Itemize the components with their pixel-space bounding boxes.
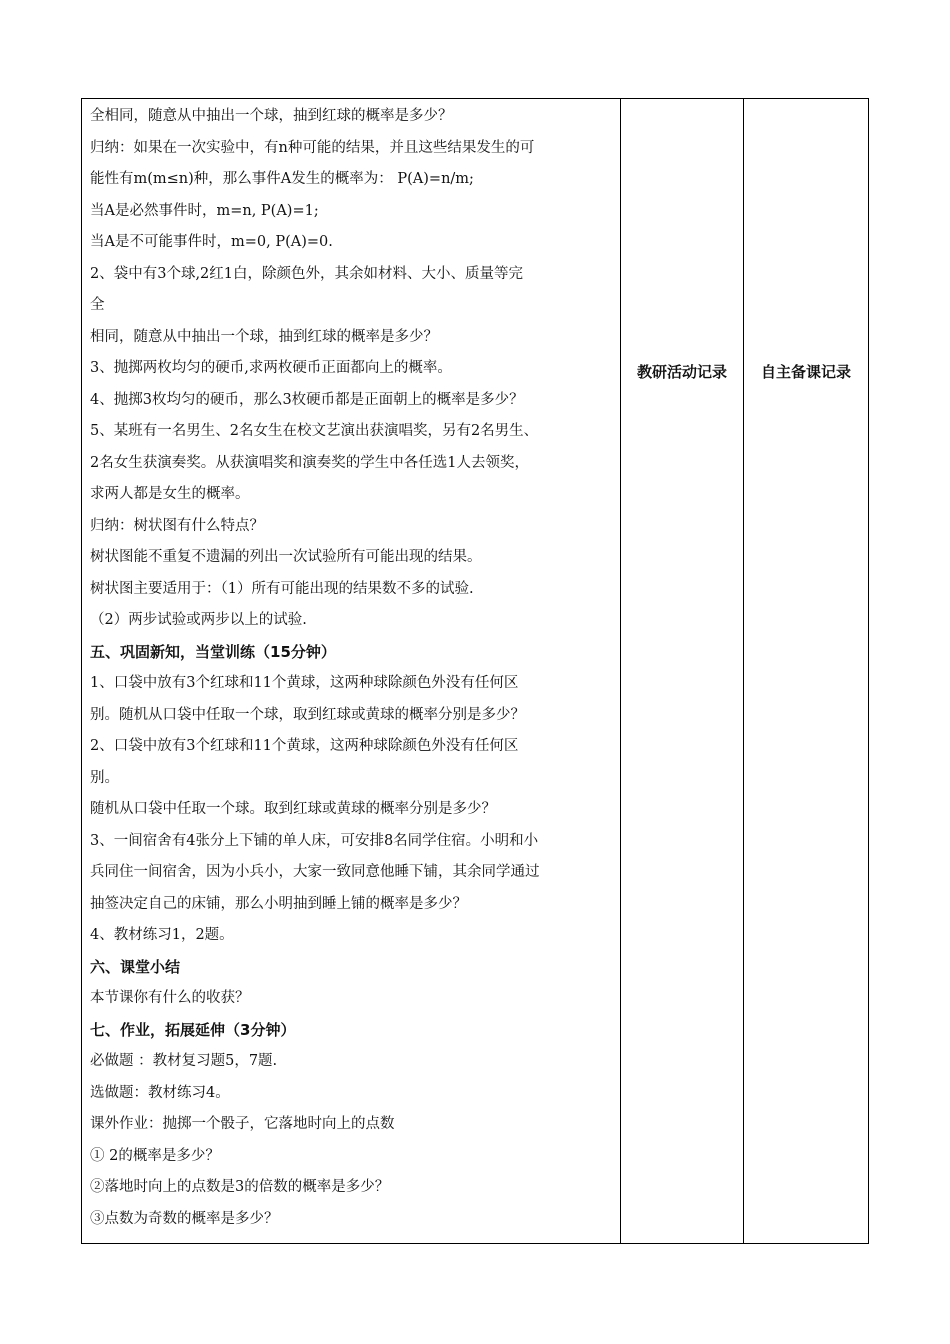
self-prep-record-column — [744, 99, 868, 1243]
content-line: 全相同，随意从中抽出一个球，抽到红球的概率是多少？ — [90, 108, 453, 124]
research-record-column — [621, 99, 744, 1243]
content-line: ① 2的概率是多少？ — [90, 1147, 220, 1164]
lesson-content-column — [82, 99, 621, 1243]
content-line: 课外作业：抛掷一个骰子，它落地时向上的点数 — [90, 1116, 395, 1132]
content-line: 本节课你有什么的收获？ — [90, 990, 250, 1006]
section-heading: 七、作业，拓展延伸（3分钟） — [90, 1020, 296, 1039]
content-line: 归纳：如果在一次实验中，有n种可能的结果，并且这些结果发生的可 — [90, 139, 535, 156]
lesson-table — [81, 98, 869, 1244]
content-line: 能性有m(m≤n)种，那么事件A发生的概率为： P(A)=n/m; — [90, 171, 474, 187]
research-record-header: 教研活动记录 — [636, 363, 727, 381]
content-line: 1、口袋中放有3个红球和11个黄球，这两种球除颜色外没有任何区 — [90, 675, 519, 691]
content-line: 随机从口袋中任取一个球。取到红球或黄球的概率分别是多少？ — [90, 801, 496, 817]
content-line: ②落地时向上的点数是3的倍数的概率是多少？ — [90, 1179, 390, 1195]
content-line: （2）两步试验或两步以上的试验. — [90, 612, 307, 628]
section-heading: 六、课堂小结 — [90, 957, 181, 976]
content-line: 树状图主要适用于：（1）所有可能出现的结果数不多的试验. — [90, 580, 474, 597]
content-line: 别。 — [90, 769, 119, 786]
content-line: 相同，随意从中抽出一个球，抽到红球的概率是多少？ — [90, 328, 438, 345]
content-line: 4、抛掷3枚均匀的硬币，那么3枚硬币都是正面朝上的概率是多少？ — [90, 391, 524, 408]
content-line: 归纳：树状图有什么特点？ — [90, 517, 264, 534]
content-line: 2名女生获演奏奖。从获演唱奖和演奏奖的学生中各任选1人去领奖， — [90, 454, 529, 471]
content-line: 当A是不可能事件时，m=0, P(A)=0. — [90, 234, 333, 250]
section-heading: 五、巩固新知，当堂训练（15分钟） — [90, 642, 336, 661]
content-line: 4、教材练习1，2题。 — [90, 927, 234, 943]
content-line: 当A是必然事件时，m=n, P(A)=1; — [90, 202, 319, 219]
content-line: 必做题 ：教材复习题5，7题. — [90, 1053, 278, 1069]
content-line: 选做题：教材练习4。 — [90, 1084, 230, 1101]
self-prep-record-header: 自主备课记录 — [760, 363, 851, 381]
content-line: ③点数为奇数的概率是多少？ — [90, 1210, 279, 1227]
content-line: 全 — [90, 297, 105, 313]
content-line: 兵同住一间宿舍，因为小兵小，大家一致同意他睡下铺，其余同学通过 — [90, 864, 540, 880]
content-line: 别。随机从口袋中任取一个球，取到红球或黄球的概率分别是多少？ — [90, 706, 525, 723]
content-line: 3、一间宿舍有4张分上下铺的单人床，可安排8名同学住宿。小明和小 — [90, 832, 539, 849]
content-line: 2、袋中有3个球,2红1白，除颜色外，其余如材料、大小、质量等完 — [90, 265, 524, 282]
content-line: 抽签决定自己的床铺，那么小明抽到睡上铺的概率是多少？ — [90, 895, 467, 912]
content-line: 2、口袋中放有3个红球和11个黄球，这两种球除颜色外没有任何区 — [90, 738, 519, 754]
content-line: 树状图能不重复不遗漏的列出一次试验所有可能出现的结果。 — [90, 549, 482, 565]
content-line: 3、抛掷两枚均匀的硬币,求两枚硬币正面都向上的概率。 — [90, 360, 452, 376]
content-line: 求两人都是女生的概率。 — [90, 486, 250, 502]
content-line: 5、某班有一名男生、2名女生在校文艺演出获演唱奖，另有2名男生、 — [90, 423, 539, 439]
